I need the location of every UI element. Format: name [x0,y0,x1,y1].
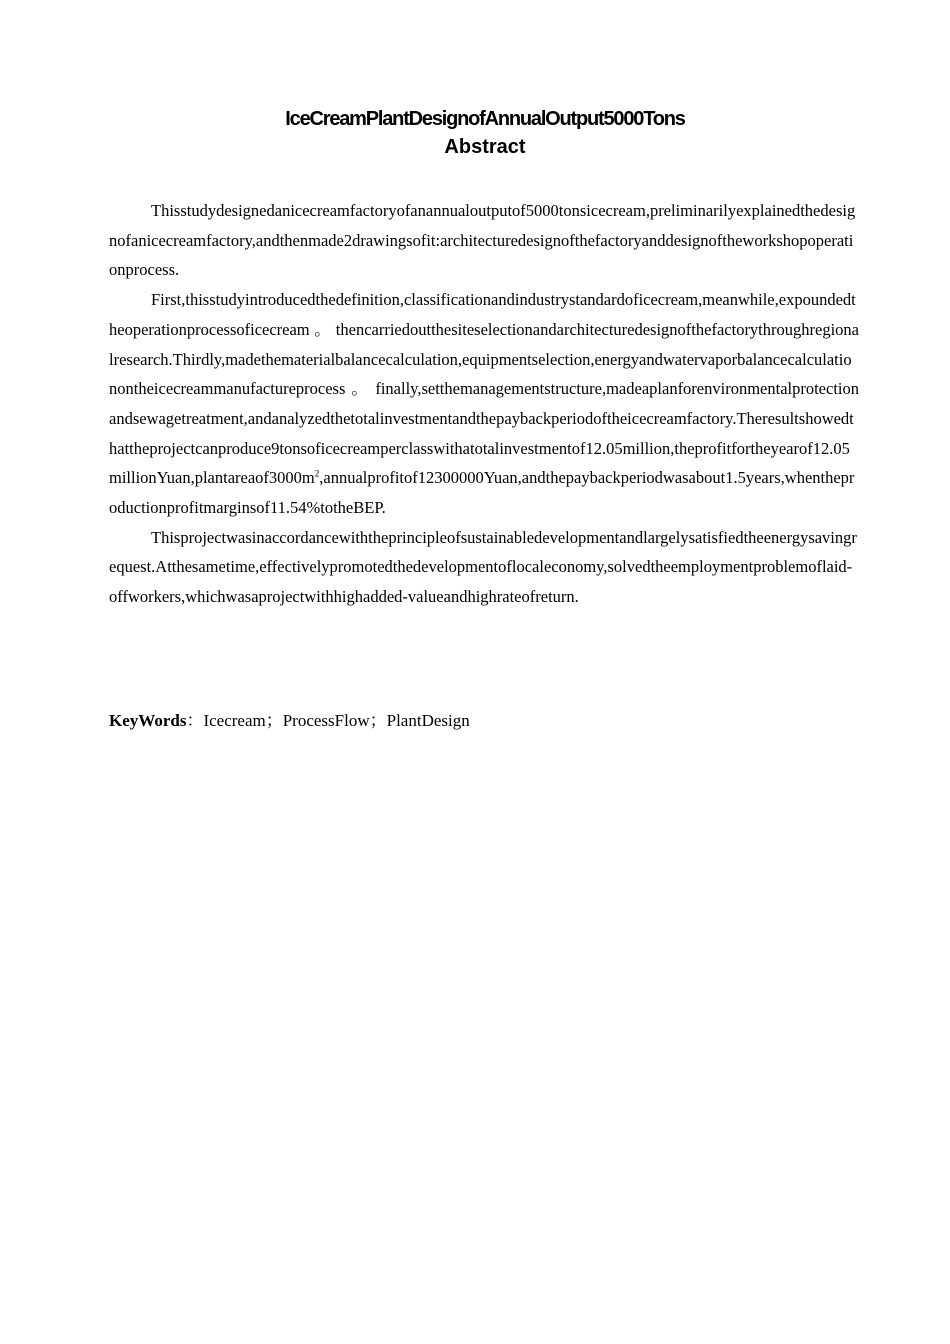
abstract-body [109,196,859,612]
area-unit-superscript: 2 [314,468,320,479]
abstract-paragraph-3: Thisprojectwasinaccordancewiththeprincipleofsustainabledevelopmentandlargelysatisfiedtheenergysavingrequest.Atthesametime,effectivelypromotedthedevelopmentoflocaleconomy,solvedtheemploymentproblemoflaid-offworkers,whichwasaprojectwithhighadded-valueandhighrateofreturn. [109,527,857,607]
abstract-paragraph-2 [109,285,859,523]
abstract-heading: Abstract [444,136,526,158]
paragraph-2-tail: ,annualprofitof12300000Yuan,andthepaybackperiodwasabout1.5years,whentheproductionprofitmarginsof11.54%totheBEP. [109,468,855,518]
abstract-paragraph-1: Thisstudydesignedanicecreamfactoryofanannualoutputof5000tonsicecream,preliminarilyexplainedthedesignofanicecreamfactory,andthenmade2drawingsofit:architecturedesignofthefactoryanddesignoftheworkshopoperationprocess. [109,201,856,280]
document-title: IceCreamPlantDesignofAnnualOutput5000Tons [285,108,685,130]
paragraph-2-main: First,thisstudyintroducedthedefinition,classificationandindustrystandardoficecream,meanwhile,expoundedtheoperationprocessoficecream 。 thencarriedoutthesiteselectionandarchitecturedesignofthefactorythroughregionalresearch.Thirdly,madethematerialbalancecalculation,equipmentselection,energyandwatervaporbalancecalculationontheicecreammanufactureprocess 。 finally,setthemanagementstructure,madeaplanforenvironmentalprotectionandsewagetreatment,andanalyzedthetotalinvestmentandthepaybackperiodoftheicecreamfactory.Theresultshowedthattheprojectcanproduce9tonsoficecreamperclasswithatotalinvestmentof12.05million,theprofitfortheyearof12.05millionYuan,plantareaof3000m [109,290,859,488]
keywords-label: KeyWords [109,711,187,730]
keywords-list: ：Icecream；ProcessFlow；PlantDesign [186,711,470,730]
keywords-line [109,707,470,735]
